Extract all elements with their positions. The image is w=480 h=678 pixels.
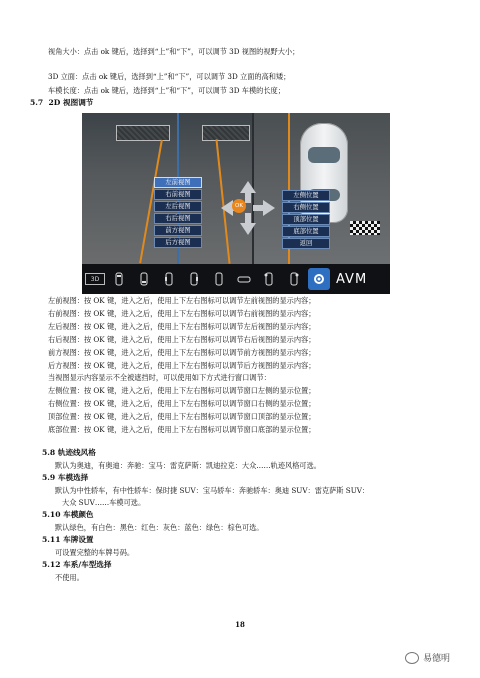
car-corner-right-icon[interactable] (283, 268, 305, 290)
section-5-7-heading (30, 98, 93, 108)
page-number: 18 (235, 620, 245, 629)
view-line-3: 左后视图：按 OK 键，进入之后，使用上下左右图标可以调节左后视图的显示内容； (48, 322, 316, 331)
direction-pad (219, 179, 277, 237)
menu-item-right-position[interactable]: 右侧位置 (282, 202, 330, 213)
car-right-icon[interactable] (183, 268, 205, 290)
menu-item-left-front-view[interactable]: 左前视图 (154, 177, 202, 188)
section-5-8-heading (42, 448, 96, 458)
windshield (308, 147, 340, 163)
section-title: 车系/车型选择 (63, 560, 112, 569)
view-line-11: 底部位置：按 OK 键，进入之后，使用上下左右图标可以调节窗口底部的显示位置； (48, 425, 316, 434)
car-corner-left-icon[interactable] (258, 268, 280, 290)
view-line-9: 右侧位置：按 OK 键，进入之后，使用上下左右图标可以调节窗口右侧的显示位置； (48, 399, 316, 408)
car-left-icon[interactable] (158, 268, 180, 290)
section-title: 车牌设置 (63, 535, 94, 544)
view-line-1: 左前视图：按 OK 键，进入之后，使用上下左右图标可以调节左前视图的显示内容； (48, 296, 316, 305)
parking-mat (202, 125, 250, 141)
view-line-8: 左侧位置：按 OK 键，进入之后，使用上下左右图标可以调节窗口左侧的显示位置； (48, 386, 316, 395)
avm-label: AVM (336, 271, 368, 287)
menu-item-top-position[interactable]: 顶部位置 (282, 214, 330, 225)
view-select-menu (154, 177, 202, 249)
wechat-logo-icon (405, 652, 419, 664)
section-title: 轨迹线风格 (57, 448, 96, 457)
section-number: 5.12 (42, 560, 61, 569)
arrow-right-icon[interactable] (253, 200, 275, 216)
view-line-10: 顶部位置：按 OK 键，进入之后，使用上下左右图标可以调节窗口顶部的显示位置； (48, 412, 316, 421)
watermark (405, 651, 450, 664)
position-menu (282, 190, 330, 250)
section-5-9-heading (42, 473, 88, 483)
menu-item-left-position[interactable]: 左侧位置 (282, 190, 330, 201)
menu-item-right-rear-view[interactable]: 右后视图 (154, 213, 202, 224)
view-line-4: 右后视图：按 OK 键，进入之后，使用上下左右图标可以调节右后视图的显示内容； (48, 335, 316, 344)
avm-screenshot-figure (82, 113, 390, 294)
view-line-7: 当视图显示内容显示不全被遮挡时，可以使用如下方式进行窗口调节： (48, 373, 271, 382)
3d-icon[interactable] (85, 273, 105, 285)
bottom-toolbar (82, 264, 390, 294)
section-number: 5.7 (30, 98, 44, 107)
view-line-5: 前方视图：按 OK 键，进入之后，使用上下左右图标可以调节前方视图的显示内容； (48, 348, 316, 357)
intro-line-1: 视角大小：点击 ok 键后，选择到“上”和“下”，可以调节 3D 视图的视野大小； (48, 47, 300, 56)
menu-item-back[interactable]: 返回 (282, 238, 330, 249)
view-line-2: 右前视图：按 OK 键，进入之后，使用上下左右图标可以调节右前视图的显示内容； (48, 309, 316, 318)
menu-item-bottom-position[interactable]: 底部位置 (282, 226, 330, 237)
ok-button[interactable]: OK (232, 199, 246, 213)
menu-item-rear-view[interactable]: 后方视图 (154, 237, 202, 248)
car-top-icon[interactable] (208, 268, 230, 290)
section-5-8-body: 默认为奥迪，有奥迪：奔驰：宝马：雷克萨斯：凯迪拉克：大众……轨迹风格可选。 (55, 461, 321, 470)
3d-label: 3D (90, 275, 100, 283)
section-5-9-body-2: 大众 SUV……车模可选。 (62, 498, 146, 507)
car-side-icon[interactable] (233, 268, 255, 290)
section-number: 5.8 (42, 448, 56, 457)
section-5-10-heading (42, 510, 94, 520)
section-title: 2D 视图调节 (48, 98, 94, 107)
section-5-10-body: 默认绿色，有白色：黑色：红色：灰色：蓝色：绿色：棕色可选。 (55, 523, 264, 532)
section-5-11-body: 可设置完整的车牌号码。 (55, 548, 135, 557)
section-5-11-heading (42, 535, 94, 545)
menu-item-front-view[interactable]: 前方视图 (154, 225, 202, 236)
watermark-text: 易德明 (423, 654, 451, 664)
car-front-icon[interactable] (108, 268, 130, 290)
section-number: 5.10 (42, 510, 61, 519)
section-5-9-body-1: 默认为中性轿车，有中性轿车：保时捷 SUV：宝马轿车：奔驰轿车：奥迪 SUV：雷克萨斯 SUV： (55, 486, 370, 495)
menu-item-right-front-view[interactable]: 右前视图 (154, 189, 202, 200)
calibration-checker (350, 221, 380, 235)
view-line-6: 后方视图：按 OK 键，进入之后，使用上下左右图标可以调节后方视图的显示内容； (48, 361, 316, 370)
intro-line-2: 3D 立面：点击 ok 键后，选择到“上”和“下”，可以调节 3D 立面的高和矮； (48, 72, 291, 81)
settings-icon[interactable] (308, 268, 330, 290)
section-5-12-heading (42, 560, 112, 570)
menu-item-left-rear-view[interactable]: 左后视图 (154, 201, 202, 212)
section-title: 车模颜色 (63, 510, 94, 519)
intro-line-3: 车模长度：点击 ok 键后，选择到“上”和“下”，可以调节 3D 车模的长度； (48, 86, 285, 95)
section-title: 车模选择 (57, 473, 89, 482)
section-number: 5.9 (42, 473, 56, 482)
car-rear-icon[interactable] (133, 268, 155, 290)
section-5-12-body: 不使用。 (55, 573, 84, 582)
parking-mat (116, 125, 170, 141)
arrow-down-icon[interactable] (240, 213, 256, 235)
section-number: 5.11 (42, 535, 61, 544)
